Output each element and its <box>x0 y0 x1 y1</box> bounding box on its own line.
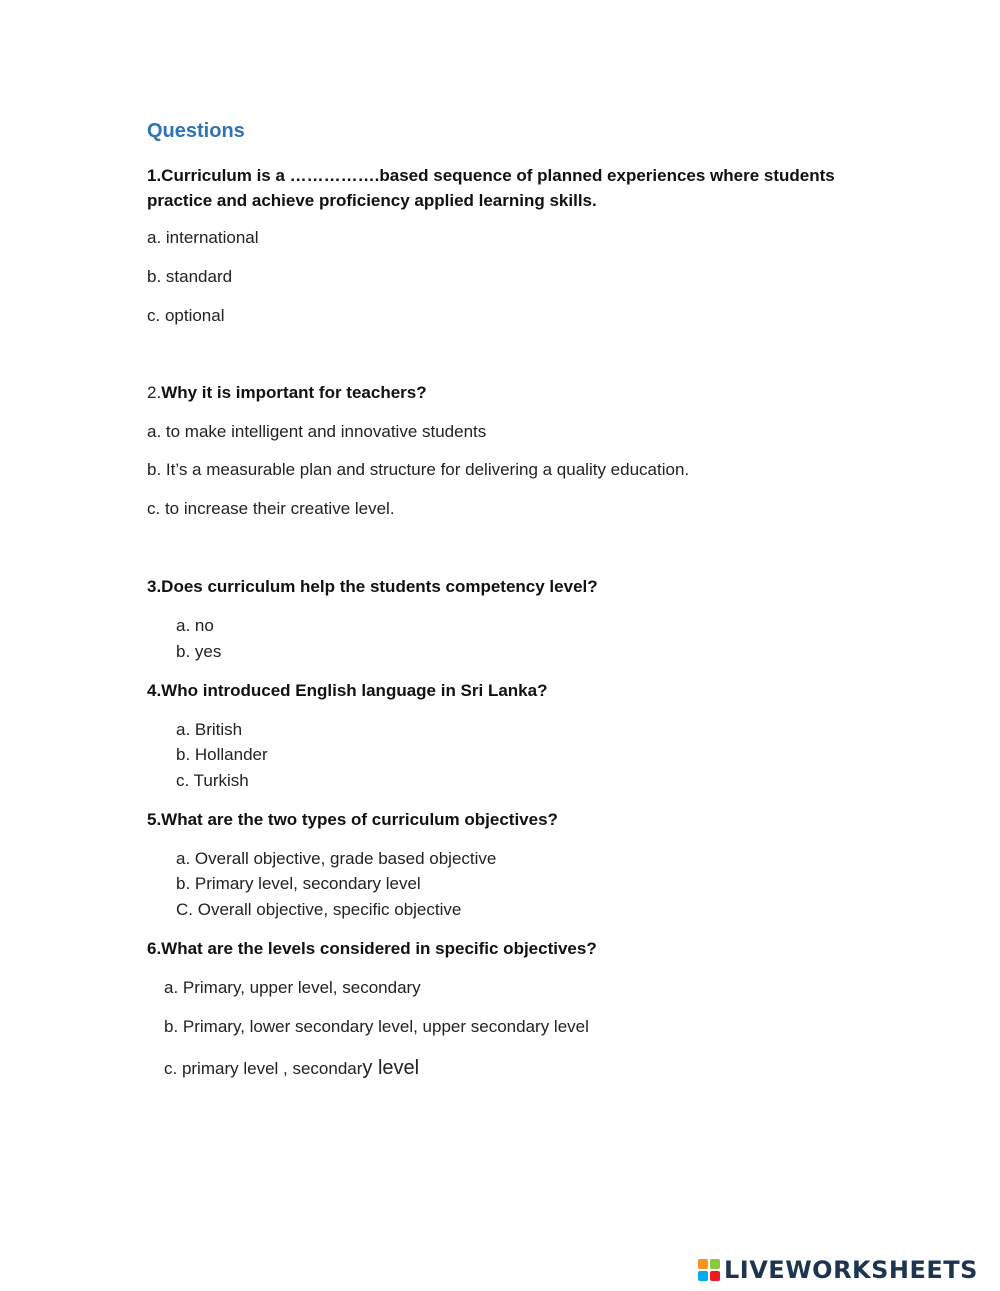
question-1-prompt: 1.Curriculum is a …………….based sequence of planned experiences where students practice and achieve proficiency applied learning skills. <box>147 166 835 210</box>
liveworksheets-logo <box>698 1257 978 1283</box>
question-6-option-c-large-text: y level <box>362 1057 420 1079</box>
logo-text: LIVEWORKSHEETS <box>724 1256 978 1284</box>
question-5-option-a: a. Overall objective, grade based objective <box>176 849 497 868</box>
question-2-option-a: a. to make intelligent and innovative students <box>147 422 487 441</box>
question-4-option-c: c. Turkish <box>176 771 249 790</box>
question-2-number: 2. <box>147 383 162 402</box>
question-2-prompt <box>147 383 427 403</box>
logo-square-1 <box>698 1259 708 1269</box>
question-6-option-b: b. Primary, lower secondary level, upper secondary level <box>164 1017 589 1036</box>
logo-mark-icon <box>698 1259 720 1281</box>
question-4-prompt: 4.Who introduced English language in Sri Lanka? <box>147 681 548 700</box>
question-3-prompt: 3.Does curriculum help the students competency level? <box>147 577 598 596</box>
question-6-prompt: 6.What are the levels considered in specific objectives? <box>147 939 597 958</box>
question-5-option-c: C. Overall objective, specific objective <box>176 900 462 919</box>
question-2-option-b: b. It’s a measurable plan and structure for delivering a quality education. <box>147 460 690 479</box>
question-2-text: Why it is important for teachers? <box>161 383 427 402</box>
question-5-option-b: b. Primary level, secondary level <box>176 874 421 893</box>
question-1-option-c: c. optional <box>147 306 225 325</box>
question-5-prompt: 5.What are the two types of curriculum objectives? <box>147 810 558 829</box>
logo-square-3 <box>698 1271 708 1281</box>
question-6-option-c-text: c. primary level , secondar <box>164 1059 363 1078</box>
question-3-option-b: b. yes <box>176 642 222 661</box>
question-1-option-b: b. standard <box>147 267 233 286</box>
question-1-option-a: a. international <box>147 228 259 247</box>
question-4-option-a: a. British <box>176 720 243 739</box>
question-6-option-a: a. Primary, upper level, secondary <box>164 978 421 997</box>
question-2-option-c: c. to increase their creative level. <box>147 499 395 518</box>
question-6-option-c <box>164 1058 419 1079</box>
logo-square-4 <box>710 1271 720 1281</box>
question-4-option-b: b. Hollander <box>176 745 268 764</box>
page-heading: Questions <box>147 120 245 142</box>
question-3-option-a: a. no <box>176 616 214 635</box>
logo-square-2 <box>710 1259 720 1269</box>
